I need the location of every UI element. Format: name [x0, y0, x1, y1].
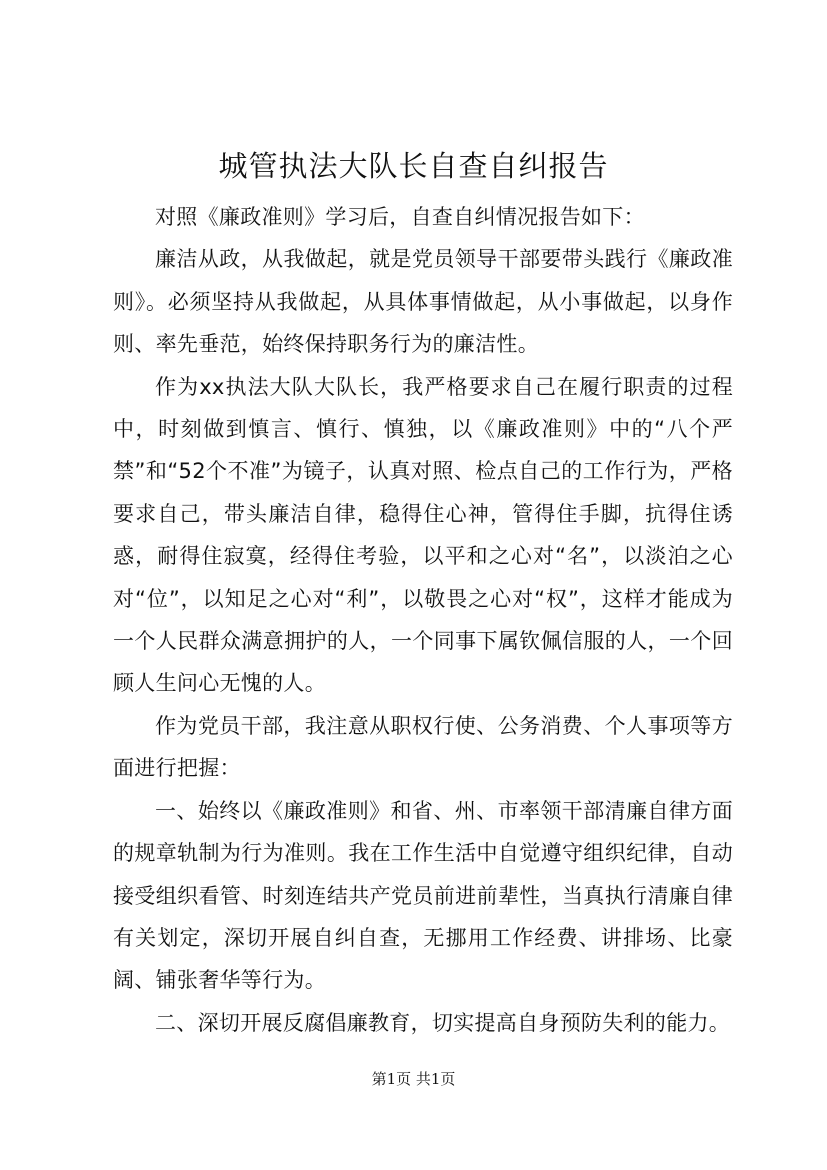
document-body [113, 196, 733, 1044]
paragraph-principle: 廉洁从政，从我做起，就是党员领导干部要带头践行《廉政准则》。必须坚持从我做起，从具体事情做起，从小事做起，以身作则、率先垂范，始终保持职务行为的廉洁性。 [113, 247, 733, 357]
paragraph-party-cadre: 作为党员干部，我注意从职权行使、公务消费、个人事项等方面进行把握： [113, 713, 733, 781]
paragraph-item-two: 二、深切开展反腐倡廉教育，切实提高自身预防失利的能力。 [155, 1010, 731, 1035]
page-number-footer: 第1页 共1页 [371, 1070, 456, 1088]
document-title: 城管执法大队长自查自纠报告 [218, 149, 609, 183]
paragraph-item-one: 一、始终以《廉政准则》和省、州、市率领干部清廉自律方面的规章轨制为行为准则。我在工作生活中自觉遵守组织纪律，自动接受组织看管、时刻连结共产党员前进前辈性，当真执行清廉自律有关划定，深切开展自纠自查，无挪用工作经费、讲排场、比豪阔、铺张奢华等行为。 [113, 798, 733, 993]
paragraph-intro: 对照《廉政准则》学习后，自查自纠情况报告如下： [155, 205, 645, 229]
paragraph-captain-duty: 作为xx执法大队大队长，我严格要求自己在履行职责的过程中，时刻做到慎言、慎行、慎独，以《廉政准则》中的“八个严禁”和“52个不准”为镜子，认真对照、检点自己的工作行为，严格要求自己，带头廉洁自律，稳得住心神，管得住手脚，抗得住诱惑，耐得住寂寞，经得住考验，以平和之心对“名”，以淡泊之心对“位”，以知足之心对“利”，以敬畏之心对“权”，这样才能成为一个人民群众满意拥护的人，一个同事下属钦佩信服的人，一个回顾人生问心无愧的人。 [113, 374, 733, 696]
